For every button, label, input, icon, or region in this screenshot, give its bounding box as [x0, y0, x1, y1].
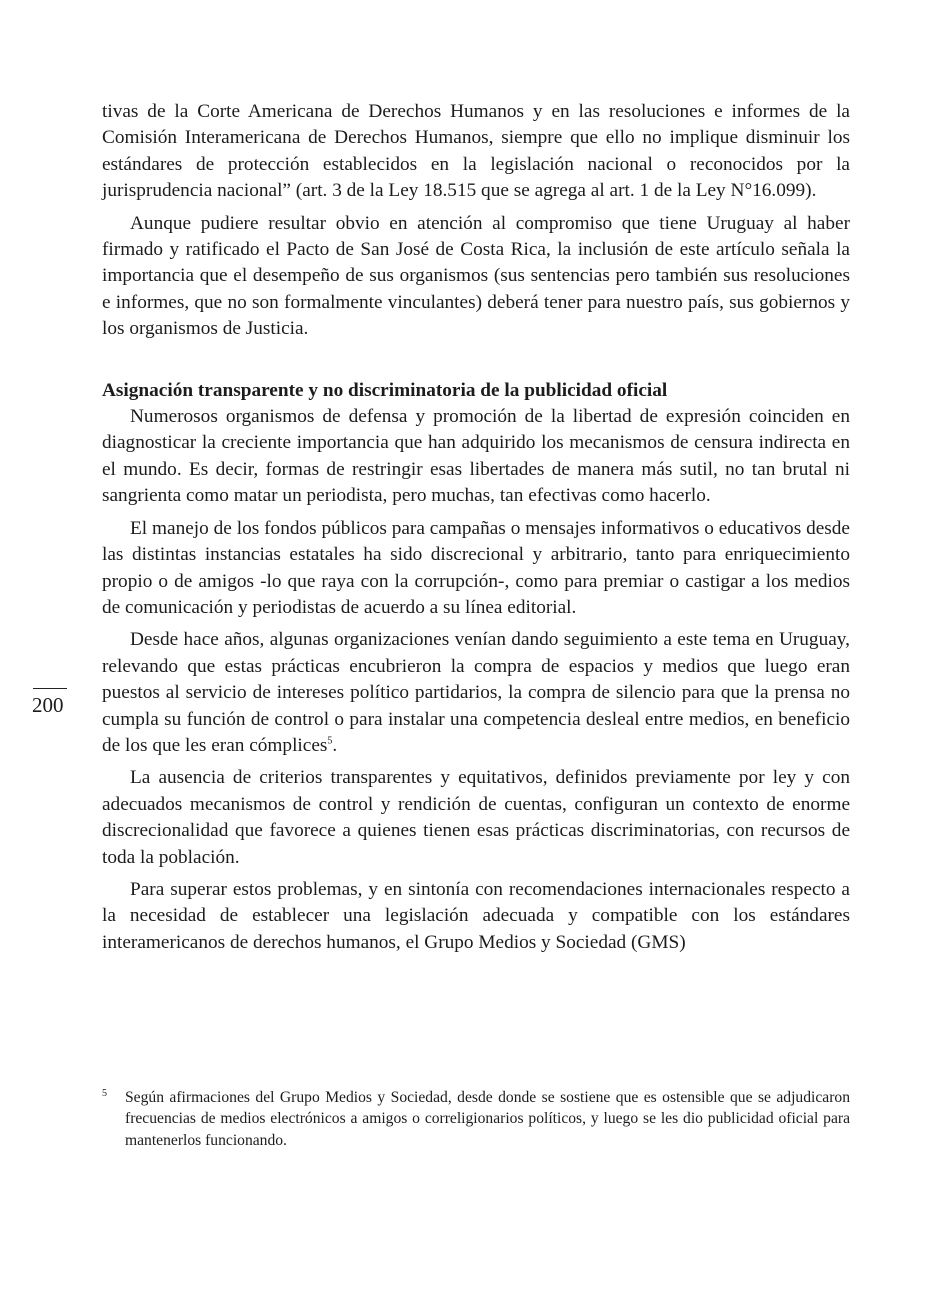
- paragraph-continuation: tivas de la Corte Americana de Derechos Humanos y en las resoluciones e informes de la Comisión Interamericana de Derechos Humanos, siempre que ello no implique disminuir los estándares de protección establecidos en la legislación nacional o reconocidos por la jurisprudencia nacional” (art. 3 de la Ley 18.515 que se agrega al art. 1 de la Ley N°16.099).: [102, 101, 850, 202]
- footnote-mark: 5: [102, 1088, 107, 1099]
- paragraph: El manejo de los fondos públicos para campañas o mensajes informativos o educativos desde las distintas instancias estatales ha sido discrecional y arbitrario, tanto para enriquecimiento propio o de amigos -lo que raya con la corrupción-, como para premiar o castigar a los medios de comunicación y periodistas de acuerdo a su línea editorial.: [102, 517, 850, 618]
- footnote-reference[interactable]: 5: [327, 735, 333, 747]
- paragraph: La ausencia de criterios transparentes y equitativos, definidos previamente por ley y con adecuados mecanismos de control y rendición de cuentas, configuran un contexto de enorme discrecionalidad que favorece a quienes tienen esas prácticas discriminatorias, con recursos de toda la población.: [102, 767, 850, 868]
- paragraph-end-punctuation: .: [332, 734, 338, 756]
- footnote: [102, 1087, 850, 1151]
- footnotes: [102, 1087, 850, 1151]
- paragraph: Para superar estos problemas, y en sintonía con recomendaciones internacionales respecto a la necesidad de establecer una legislación adecuada y compatible con los estándares interamericanos de derechos humanos, el Grupo Medios y Sociedad (GMS): [102, 878, 850, 953]
- paragraph-with-footnote-ref: [102, 627, 850, 759]
- paragraph-text: Desde hace años, algunas organizaciones venían dando seguimiento a este tema en Uruguay, relevando que estas prácticas encubrieron la compra de espacios y medios que luego eran puestos al servicio de intereses político partidarios, la compra de silencio para que la prensa no cumpla su función de control o para instalar una competencia desleal entre medios, en beneficio de los que les eran cómplices: [102, 629, 850, 756]
- section-heading: Asignación transparente y no discriminatoria de la publicidad oficial: [102, 379, 668, 401]
- page-number: 200: [32, 693, 64, 717]
- paragraph: Aunque pudiere resultar obvio en atención al compromiso que tiene Uruguay al haber firmado y ratificado el Pacto de San José de Costa Rica, la inclusión de este artículo señala la importancia que el desempeño de sus organismos (sus sentencias pero también sus resoluciones e informes, que no son formalmente vinculantes) deberá tener para nuestro país, sus gobiernos y los organismos de Justicia.: [102, 212, 850, 340]
- paragraph: Numerosos organismos de defensa y promoción de la libertad de expresión coinciden en diagnosticar la creciente importancia que han adquirido los mecanismos de censura indirecta en el mundo. Es decir, formas de restringir esas libertades de manera más sutil, no tan brutal ni sangrienta como matar un periodista, pero muchas, tan efectivas como hacerlo.: [102, 406, 850, 507]
- page-number-marker: [32, 688, 68, 717]
- main-text-column: [102, 99, 850, 956]
- footnote-text: Según afirmaciones del Grupo Medios y Sociedad, desde donde se sostiene que es ostensible que se adjudicaron frecuencias de medios electrónicos a amigos o correligionarios políticos, y luego se les dio publicidad oficial para mantenerlos funcionando.: [125, 1089, 850, 1149]
- page-number-rule: [33, 688, 67, 689]
